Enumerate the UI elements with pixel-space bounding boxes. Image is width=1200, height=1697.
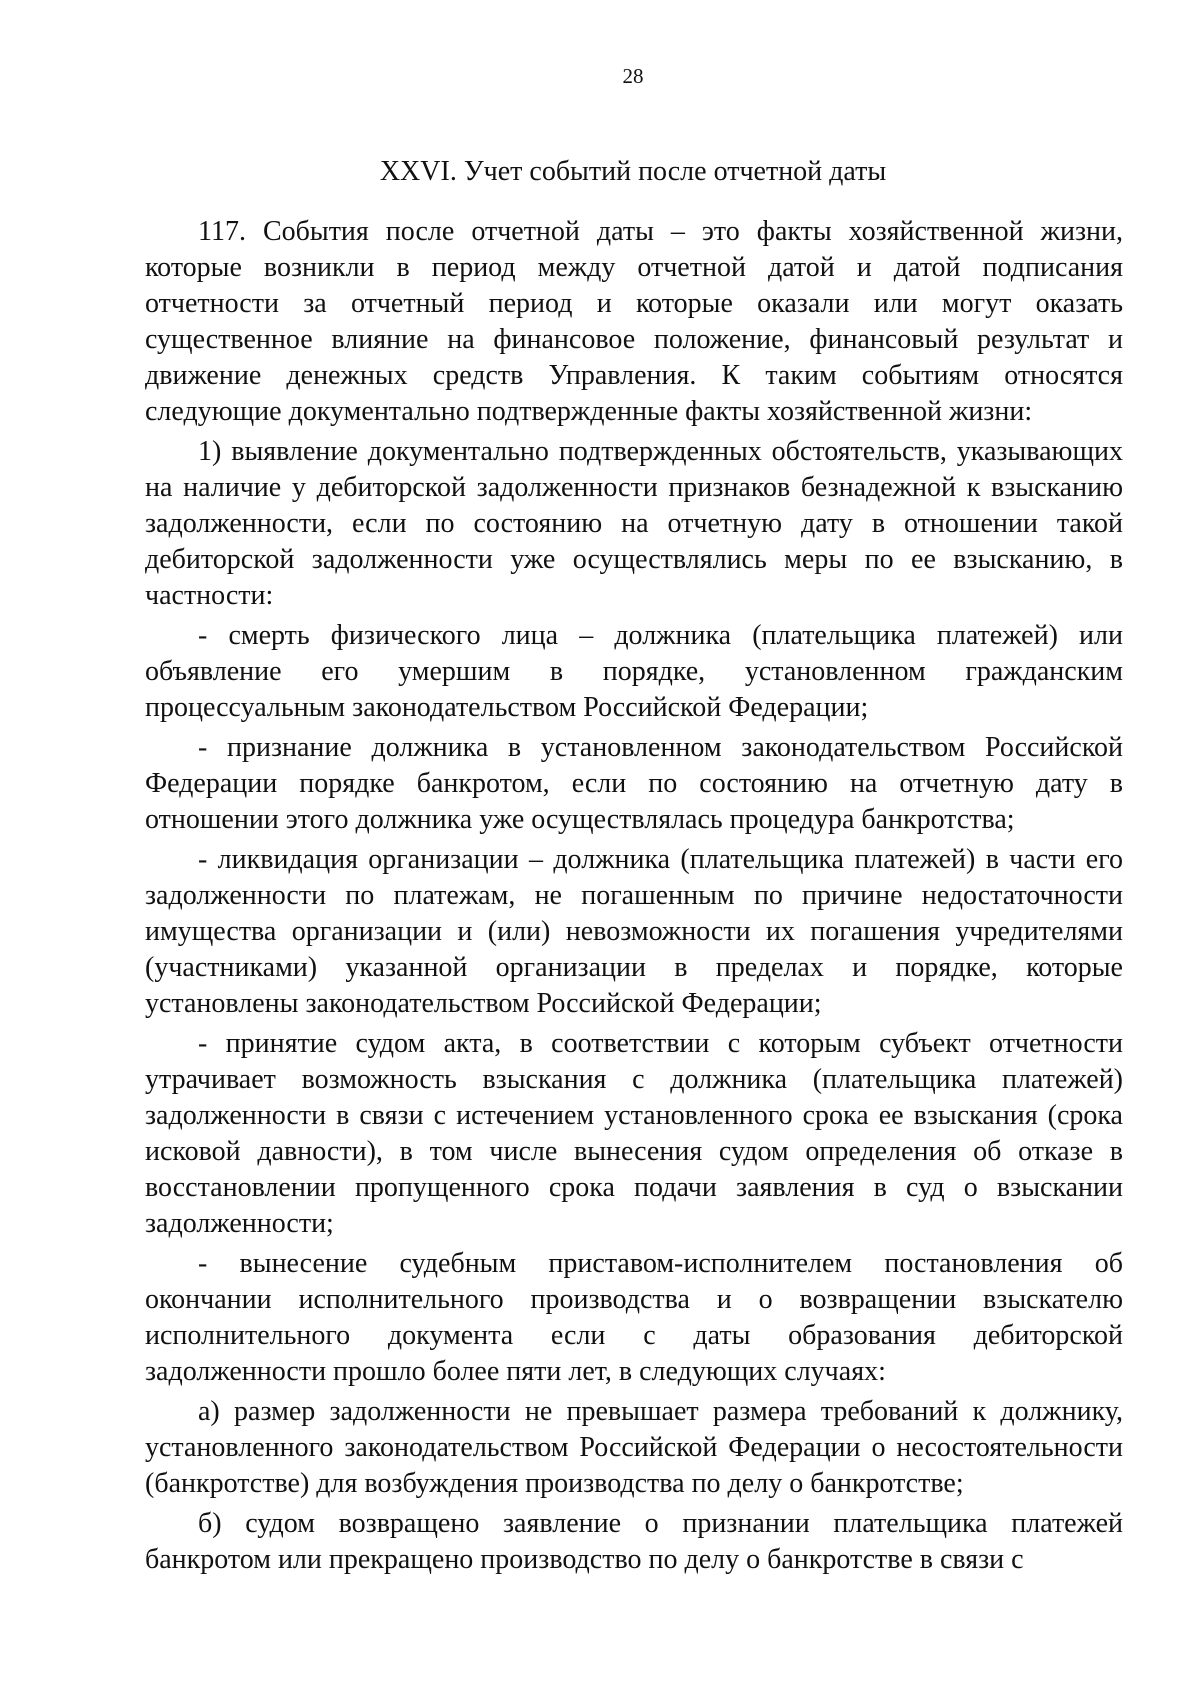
- paragraph-subitem-b: б) судом возвращено заявление о признании плательщика платежей банкротом или прекращено производство по делу о банкротстве в связи с: [145, 1508, 1123, 1575]
- paragraph-bullet-bailiff: - вынесение судебным приставом-исполнителем постановления об окончании исполнительного производства и о возвращении взыскателю исполнительного документа если с даты образования дебиторской задолженности прошло более пяти лет, в следующих случаях:: [145, 1248, 1123, 1387]
- page-number: 28: [622, 64, 644, 88]
- paragraph-bullet-bankruptcy: - признание должника в установленном законодательством Российской Федерации порядке банкротом, если по состоянию на отчетную дату в отношении этого должника уже осуществлялась процедура банкротства;: [145, 732, 1123, 835]
- paragraph-subitem-a: а) размер задолженности не превышает размера требований к должнику, установленного законодательством Российской Федерации о несостоятельности (банкротстве) для возбуждения производства по делу о банкротстве;: [145, 1396, 1123, 1499]
- section-title: XXVI. Учет событий после отчетной даты: [379, 156, 887, 187]
- document-body: [145, 214, 1123, 1578]
- paragraph-item-1: 1) выявление документально подтвержденных обстоятельств, указывающих на наличие у дебиторской задолженности признаков безнадежной к взысканию задолженности, если по состоянию на отчетную дату в отношении такой дебиторской задолженности уже осуществлялись меры по ее взысканию, в частности:: [145, 436, 1123, 611]
- paragraph-bullet-death: - смерть физического лица – должника (плательщика платежей) или объявление его умершим в порядке, установленном гражданским процессуальным законодательством Российской Федерации;: [145, 620, 1123, 723]
- paragraph-117: 117. События после отчетной даты – это факты хозяйственной жизни, которые возникли в период между отчетной датой и датой подписания отчетности за отчетный период и которые оказали или могут оказать существенное влияние на финансовое положение, финансовый результат и движение денежных средств Управления. К таким событиям относятся следующие документально подтвержденные факты хозяйственной жизни:: [145, 216, 1123, 427]
- paragraph-bullet-court-act: - принятие судом акта, в соответствии с которым субъект отчетности утрачивает возможность взыскания с должника (плательщика платежей) задолженности в связи с истечением установленного срока ее взыскания (срока исковой давности), в том числе вынесения судом определения об отказе в восстановлении пропущенного срока подачи заявления в суд о взыскании задолженности;: [145, 1028, 1123, 1239]
- paragraph-bullet-liquidation: - ликвидация организации – должника (плательщика платежей) в части его задолженности по платежам, не погашенным по причине недостаточности имущества организации и (или) невозможности их погашения учредителями (участниками) указанной организации в пределах и порядке, которые установлены законодательством Российской Федерации;: [145, 844, 1123, 1019]
